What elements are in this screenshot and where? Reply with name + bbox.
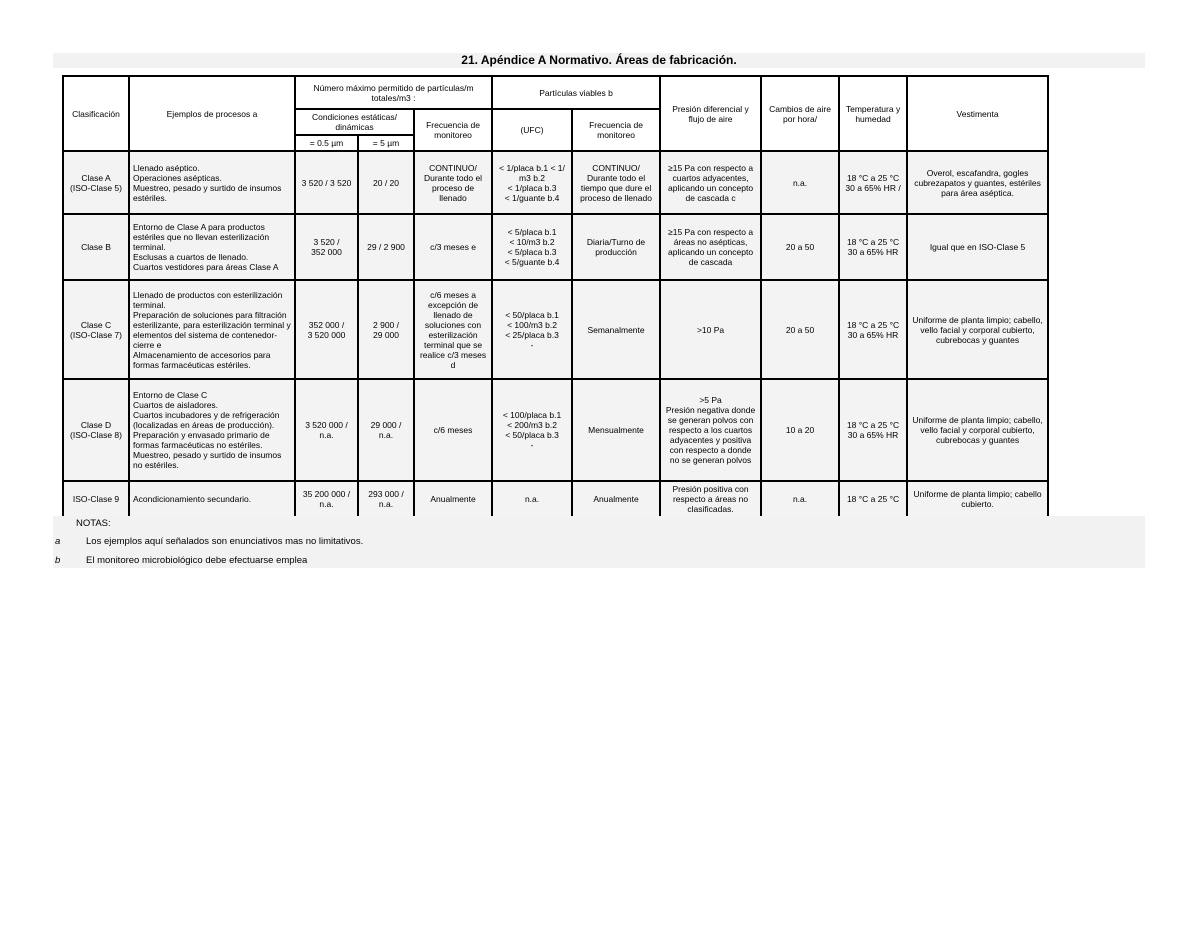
- header-size-5: [358, 135, 414, 151]
- cell-presion: ≥15 Pa con respecto a áreas no asépticas, aplicando un concepto de cascada: [660, 214, 761, 280]
- cell-ejemplos: Llenado de productos con esterilización terminal. Preparación de soluciones para filtración esterilizante, para esterilización terminal y elementos del sistema de contenedor-cierre e Almacenamiento de accesorios para formas farmacéuticas estériles.: [129, 280, 295, 379]
- header-numero-maximo: Número máximo permitido de partículas/m totales/m3 :: [295, 76, 492, 109]
- cell-ufc: < 5/placa b.1 < 10/m3 b.2 < 5/placa b.3 < 5/guante b.4: [492, 214, 572, 280]
- cell-frecuencia-2: CONTINUO/ Durante todo el tiempo que dure el proceso de llenado: [572, 151, 660, 214]
- cell-frecuencia-2: Semanalmente: [572, 280, 660, 379]
- cell-presion: Presión positiva con respecto a áreas no clasificadas.: [660, 481, 761, 517]
- cell-frecuencia-1: Anualmente: [414, 481, 492, 517]
- cell-temperatura: 18 °C a 25 °C 30 a 65% HR: [839, 379, 907, 481]
- cell-ufc: < 50/placa b.1 < 100/m3 b.2 < 25/placa b.3 -: [492, 280, 572, 379]
- cell-cambios: n.a.: [761, 481, 839, 517]
- cell-particulas-05: 352 000 / 3 520 000: [295, 280, 358, 379]
- cell-frecuencia-1: c/6 meses a excepción de llenado de soluciones con esterilización terminal que se realice c/3 meses d: [414, 280, 492, 379]
- cell-frecuencia-1: c/3 meses e: [414, 214, 492, 280]
- cell-vestimenta: Overol, escafandra, gogles cubrezapatos y guantes, estériles para área aséptica.: [907, 151, 1048, 214]
- cell-frecuencia-2: Diaria/Turno de producción: [572, 214, 660, 280]
- note-text: Los ejemplos aquí señalados son enunciativos mas no limitativos.: [86, 536, 364, 547]
- cell-clase: ISO-Clase 9: [63, 481, 129, 517]
- cell-temperatura: 18 °C a 25 °C 30 a 65% HR: [839, 280, 907, 379]
- header-particulas-viables: Partículas viables b: [492, 76, 660, 109]
- cell-particulas-5: 2 900 / 29 000: [358, 280, 414, 379]
- header-frecuencia-1: Frecuencia de monitoreo: [414, 109, 492, 151]
- header-ufc: (UFC): [492, 109, 572, 151]
- note-text: El monitoreo microbiológico debe efectuarse emplea: [86, 555, 308, 566]
- cell-clase: Clase D (ISO-Clase 8): [63, 379, 129, 481]
- cell-clase: Clase A (ISO-Clase 5): [63, 151, 129, 214]
- cell-vestimenta: Uniforme de planta limpio; cabello, vello facial y corporal cubierto, cubrebocas y guantes: [907, 379, 1048, 481]
- cell-presion: >10 Pa: [660, 280, 761, 379]
- header-size-5-label: = 5 µm: [372, 138, 400, 148]
- cell-ufc: n.a.: [492, 481, 572, 517]
- table-row: [63, 151, 1048, 214]
- header-frecuencia-2: Frecuencia de monitoreo: [572, 109, 660, 151]
- table-row: [63, 214, 1048, 280]
- cell-particulas-05: 3 520 000 / n.a.: [295, 379, 358, 481]
- header-condiciones: Condiciones estáticas/ dinámicas: [295, 109, 414, 135]
- header-presion: Presión diferencial y flujo de aire: [660, 76, 761, 151]
- table-row: [63, 280, 1048, 379]
- cell-particulas-05: 35 200 000 / n.a.: [295, 481, 358, 517]
- header-ejemplos: Ejemplos de procesos a: [129, 76, 295, 151]
- cell-ejemplos: Acondicionamiento secundario.: [129, 481, 295, 517]
- cell-vestimenta: Uniforme de planta limpio; cabello cubierto.: [907, 481, 1048, 517]
- cell-ejemplos: Entorno de Clase C Cuartos de aisladores. Cuartos incubadores y de refrigeración (localizadas en áreas de producción). Preparación y envasado primario de formas farmacéuticas no estériles. Muestreo, pesado y surtido de insumos no estériles.: [129, 379, 295, 481]
- page-title: 21. Apéndice A Normativo. Áreas de fabricación.: [53, 53, 1145, 68]
- cell-cambios: n.a.: [761, 151, 839, 214]
- cell-particulas-5: 29 / 2 900: [358, 214, 414, 280]
- cell-clase: Clase B: [63, 214, 129, 280]
- cell-cambios: 20 a 50: [761, 214, 839, 280]
- note-mark: b: [55, 555, 61, 566]
- note-mark: a: [55, 536, 61, 547]
- cell-particulas-05: 3 520 / 352 000: [295, 214, 358, 280]
- header-temperatura: Temperatura y humedad: [839, 76, 907, 151]
- cell-particulas-05: 3 520 / 3 520: [295, 151, 358, 214]
- cell-vestimenta: Uniforme de planta limpio; cabello, vello facial y corporal cubierto, cubrebocas y guantes: [907, 280, 1048, 379]
- cell-presion: ≥15 Pa con respecto a cuartos adyacentes, aplicando un concepto de cascada c: [660, 151, 761, 214]
- areas-table: [62, 75, 1049, 518]
- cell-particulas-5: 293 000 / n.a.: [358, 481, 414, 517]
- cell-temperatura: 18 °C a 25 °C: [839, 481, 907, 517]
- table-row: [63, 481, 1048, 517]
- notes-section: [53, 516, 1145, 568]
- header-clasificacion: Clasificación: [63, 76, 129, 151]
- table-row: [63, 379, 1048, 481]
- cell-frecuencia-2: Anualmente: [572, 481, 660, 517]
- cell-frecuencia-1: CONTINUO/ Durante todo el proceso de llenado: [414, 151, 492, 214]
- cell-ejemplos: Entorno de Clase A para productos estériles que no llevan esterilización terminal. Esclusas a cuartos de llenado. Cuartos vestidores para áreas Clase A: [129, 214, 295, 280]
- cell-presion: >5 Pa Presión negativa donde se generan polvos con respecto a los cuartos adyacentes y positiva con respecto a donde no se generan polvos: [660, 379, 761, 481]
- cell-clase: Clase C (ISO-Clase 7): [63, 280, 129, 379]
- cell-cambios: 20 a 50: [761, 280, 839, 379]
- cell-particulas-5: 29 000 / n.a.: [358, 379, 414, 481]
- cell-ejemplos: Llenado aséptico. Operaciones asépticas. Muestreo, pesado y surtido de insumos estériles.: [129, 151, 295, 214]
- cell-frecuencia-2: Mensualmente: [572, 379, 660, 481]
- cell-temperatura: 18 °C a 25 °C 30 a 65% HR: [839, 214, 907, 280]
- header-cambios: Cambios de aire por hora/: [761, 76, 839, 151]
- cell-ufc: < 100/placa b.1 < 200/m3 b.2 < 50/placa b.3 -: [492, 379, 572, 481]
- cell-frecuencia-1: c/6 meses: [414, 379, 492, 481]
- notes-label: NOTAS:: [76, 518, 111, 529]
- cell-temperatura: 18 °C a 25 °C 30 a 65% HR /: [839, 151, 907, 214]
- cell-particulas-5: 20 / 20: [358, 151, 414, 214]
- cell-ufc: < 1/placa b.1 < 1/ m3 b.2 < 1/placa b.3 < 1/guante b.4: [492, 151, 572, 214]
- cell-vestimenta: Igual que en ISO-Clase 5: [907, 214, 1048, 280]
- header-size-05: = 0.5 µm: [295, 135, 358, 151]
- cell-cambios: 10 a 20: [761, 379, 839, 481]
- header-vestimenta: Vestimenta: [907, 76, 1048, 151]
